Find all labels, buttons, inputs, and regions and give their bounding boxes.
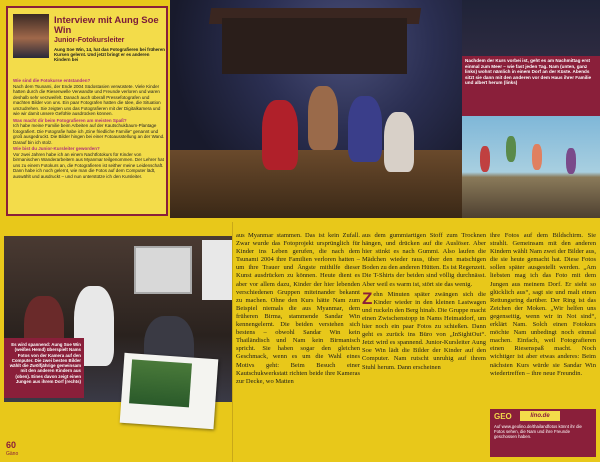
text-column-1: aus Myanmar stammen. Das ist kein Zufall. Zwar wurde das Fotoprojekt ursprünglich für Kinder ins Leben gerufen, die nach dem Tsunami 2004 ihre Familien verloren hatten – um ihre Trauer und Ängste mithilfe dieser Kunst ausdrücken zu können. Heute dient es aber vor allem dazu, Kinder der hier lebenden verschiedenen Gruppen miteinander bekannt zu machen. Ohne den Kurs hätte Nam zum Beispiel niemals die aus Myanmar, dem früheren Birma, stammende Sandar Win kennengelernt. Die beiden verstehen sich bestens – obwohl Sandar Win kein Thailändisch und Nam kein Birmanisch spricht. Sie haben sogar den gleichen Geschmack, wenn es um die Wahl eines Motivs geht: Beim Besuch einer Kautschukwerkstatt richten beide ihre Kameras zur Decke, wo Matten [236,232,360,385]
child-figure [566,148,576,174]
printed-photo-image [129,359,192,407]
answer-1: Nach dem Tsunami, der Ende 2004 Südostasien verwüstete. Viele Kinder hatten durch die Riesenwelle Verwandte und Freunde verloren und waren deshalb sehr verzweifelt. Danach auch überall Pressefotografen und machten Bilder von uns. Ein paar Fotografen hatten die Idee, die Situation umzudrehen. Sie zeigten uns das Fotografieren mit der Digitalkamera und wie wir damit unsere Gefühle ausdrücken können. [13,83,161,116]
child-figure [532,144,542,170]
answer-2: Ich habe meine Familie beim Arbeiten auf der Kautschukbaum-Plantage fotografiert. Die Fotografie habe ich „Eine friedliche Familie“ genannt und groß ausgedruckt. Die Bilder hingen bei einer Fotoausstellung an der Wand. Darauf bin ich stolz. [13,123,165,145]
portrait-photo [13,14,49,58]
caption-top-right-text: Nachdem der Kurs vorbei ist, geht es am Nachmittag erst einmal zum Meer – wie fast jeden Tag. Nam (unten, ganz links) wohnt nämlich in einem Dorf an der Küste. Abends sitzt sie dann mit den anderen vor dem Haus ihrer Familie und albert herum (links) [465,58,592,86]
night-sky-strip [462,0,600,56]
question-2: Was macht dir beim Fotografieren am meisten Spaß? [13,117,127,123]
child-figure [348,96,382,162]
child-figure [262,100,298,170]
printed-photo [120,353,219,429]
page-number: 60 [6,440,17,450]
caption-bottom-left [4,338,84,398]
interview-box [6,6,168,216]
stilt-house [222,18,407,74]
computer-monitor [202,240,232,300]
column-divider [232,222,233,462]
answer-3: Vor zwei Jahren habe ich an einem Nachtfotokurs für Kinder von birmanischen Wanderarbeitern aus Myanmar teilgenommen. Der Lehrer hat uns zu einem Fotokurs an, die Fotografieren ist seither meine Leidenschaft. Dann habe ich noch gelernt, wie man die Fotos auf dem Computer lädt, auswählt und ausdruckt – und nun unterstütze ich den Kursleiter. [13,151,164,179]
geolino-info-box [490,409,596,457]
computer-monitor [134,246,192,294]
child-figure [506,136,516,162]
child-figure [480,146,490,172]
geolino-tag: lino.de [520,411,560,421]
column-2-part-b: ehn Minuten später zwängen sich die Kinder wieder in den kleinen Lastwagen und ruckeln den Berg hinab. Die Gruppe macht einen Zwischenstopp in Nams Heimatdorf, um hier noch ein paar Fotos zu schießen. Dann geht es zurück ins Büro von „InSightOut“. Jetzt wird es spannend. Junior-Kursleiter Aung Soe Win lädt die Bilder der Kinder auf den Computer. Nam rutscht unruhig auf ihrem Stuhl herum. Dann erscheinen [362,290,486,371]
child-figure [308,86,338,150]
question-1: Wie sind die Fotokurse entstanden? [13,78,91,83]
text-column-3: ihre Fotos auf dem Bildschirm. Sie strahlt. Gemeinsam mit den anderen Kindern wählt Nam zwei der Bilder aus, die sie heute gemacht hat. Diese Fotos sollen später ausgestellt werden. „Am liebsten mag ich das Foto mit dem Jungen aus meinem Dorf. Er sieht so glücklich aus“, sagt sie und malt einen Rettungsring darüber. Der Ring ist das Zeichen der Moken. „Wir helfen uns gegenseitig, wenn wir in Not sind“, erklärt Nam. Solch einen Fotokurs möchte Nam unbedingt noch einmal machen. Einfach, weil Fotografieren einen Riesenspaß macht. Noch wichtiger ist aber etwas anderes: Beim nächsten Kurs würde sie Sandar Win wiedertreffen – ihre neue Freundin. [490,232,596,377]
geo-logo: GEO [494,412,512,421]
interview-subtitle: Junior-Fotokursleiter [54,37,125,44]
interview-title: Interview mit Aung Soe Win [54,15,159,36]
column-2-part-a: aus dem gummiartigen Stoff zum Trocknen hängen, und drücken auf die Auslöser. Aber hier stinkt es nach Gummi. Also laufen die Mädchen wieder raus, über den matschigen Boden zu den anderen Hütten. Es ist Regenzeit. Die T-Shirts der beiden sind völlig durchnässt. Aber weil es warm ist, stört sie das wenig. [362,232,487,288]
text-column-2 [362,232,486,372]
caption-bottom-left-text: Es wird spannend: Aung Soe Win (weißes Hemd) überspielt Nams Fotos von der Kamera auf den Computer. Die zwei besten Bilder wählt die Zwölfjährige gemeinsam mit den anderen Kindern aus (oben). Eines davon zeigt einen Jungen aus ihrem Dorf (rechts) [9,342,81,385]
drop-cap: Z [362,288,373,308]
ground [170,150,462,218]
interview-lead: Aung Soe Win, 14, hat das Fotografieren bei früheren Kursen gelernt. Und jetzt bringt er es anderen Kindern bei [54,47,165,63]
child-figure [384,112,414,172]
geolino-link-text[interactable]: Auf www.geolino.de/thailandfotos könnt ihr die Fotos sehen, die Nam und ihre Freunde geschossen haben. [494,424,582,440]
beach-photo [462,116,600,218]
question-3: Wie bist du Junior-Kursleiter geworden? [13,146,100,151]
page-label: Gäno [6,451,19,457]
caption-top-right [462,56,600,116]
interview-body [13,78,165,180]
main-photo-children-evening [170,0,462,218]
